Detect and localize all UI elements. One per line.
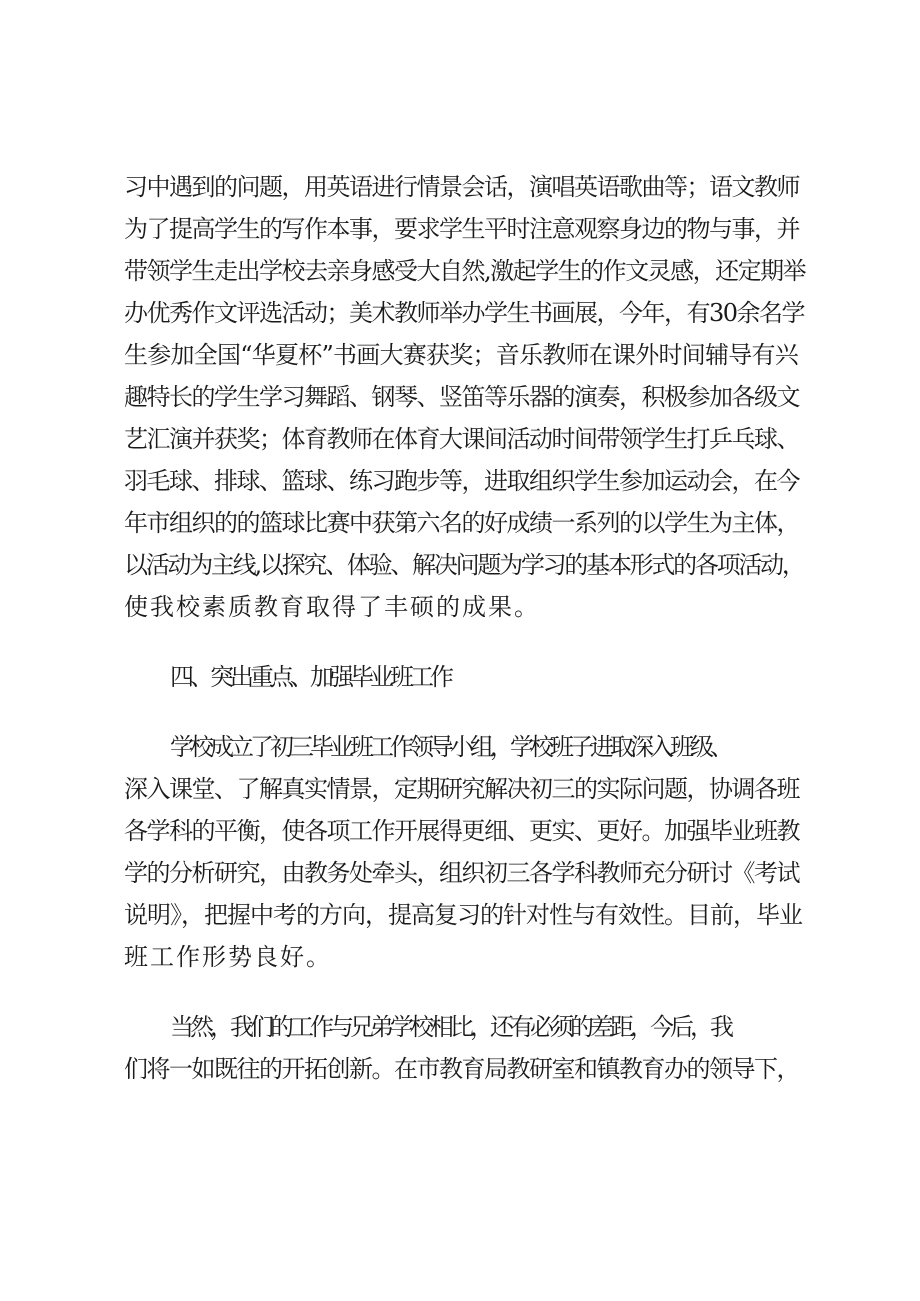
paragraph-line: 深入课堂、了解真实情景，定期研究解决初三的实际问题，协调各班 <box>124 775 799 803</box>
paragraph-line: 生参加全国“华夏杯”书画大赛获奖；音乐教师在课外时间辅导有兴 <box>124 341 799 369</box>
paragraph-line: 班工作形势良好。 <box>124 943 332 971</box>
paragraph-line: 习中遇到的问题，用英语进行情景会话，演唱英语歌曲等；语文教师 <box>124 173 799 201</box>
paragraph-line: 艺汇演并获奖；体育教师在体育大课间活动时间带领学生打乒乓球、 <box>124 425 799 453</box>
paragraph-line: 当然，我们的工作与兄弟学校相比，还有必须的差距，今后，我 <box>170 1013 730 1041</box>
paragraph-line: 各学科的平衡，使各项工作开展得更细、更实、更好。加强毕业班教 <box>124 817 799 845</box>
section-heading: 四、突出重点、加强毕业班工作 <box>170 663 450 691</box>
paragraph-line: 羽毛球、排球、篮球、练习跑步等，进取组织学生参加运动会，在今 <box>124 467 799 495</box>
paragraph-line: 学校成立了初三毕业班工作领导小组，学校班子进取深入班级、 <box>170 733 730 761</box>
paragraph-line: 为了提高学生的写作本事，要求学生平时注意观察身边的物与事，并 <box>124 215 799 243</box>
paragraph-line: 趣特长的学生学习舞蹈、钢琴、竖笛等乐器的演奏，积极参加各级文 <box>124 383 799 411</box>
paragraph-line: 带领学生走出学校去亲身感受大自然,激起学生的作文灵感，还定期举 <box>124 257 806 285</box>
paragraph-line: 们将一如既往的开拓创新。在市教育局教研室和镇教育办的领导下， <box>124 1055 799 1083</box>
paragraph-line: 说明》，把握中考的方向，提高复习的针对性与有效性。目前，毕业 <box>124 901 802 929</box>
paragraph-line: 年市组织的的篮球比赛中获第六名的好成绩一系列的以学生为主体， <box>124 509 799 537</box>
paragraph-line: 办优秀作文评选活动；美术教师举办学生书画展，今年，有30余名学 <box>124 299 805 327</box>
paragraph-line: 以活动为主线,以探究、体验、解决问题为学习的基本形式的各项活动， <box>124 551 804 579</box>
paragraph-line: 学的分析研究，由教务处牵头，组织初三各学科教师充分研讨《考试 <box>124 859 799 887</box>
paragraph-line: 使我校素质教育取得了丰硕的成果。 <box>124 593 540 621</box>
